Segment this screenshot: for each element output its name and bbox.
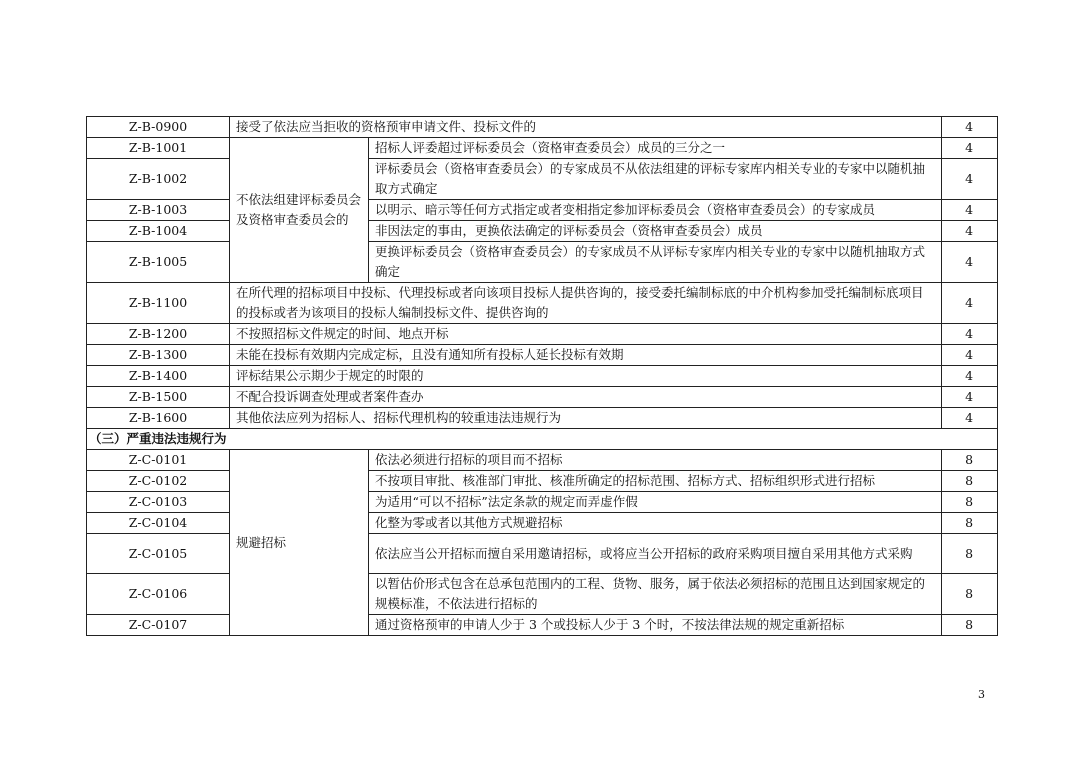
table-row xyxy=(87,283,998,324)
table-row xyxy=(87,200,998,221)
row-code: Z-B-1400 xyxy=(87,366,230,387)
row-score: 4 xyxy=(942,408,998,429)
section-heading-row xyxy=(87,429,998,450)
table-row xyxy=(87,450,998,471)
row-score: 4 xyxy=(942,387,998,408)
row-description: 不配合投诉调查处理或者案件查办 xyxy=(230,387,942,408)
row-description: 评标结果公示期少于规定的时限的 xyxy=(230,366,942,387)
row-description: 更换评标委员会（资格审查委员会）的专家成员不从评标专家库内相关专业的专家中以随机抽取方式确定 xyxy=(369,242,942,283)
row-code: Z-B-1300 xyxy=(87,345,230,366)
row-score: 8 xyxy=(942,492,998,513)
row-code: Z-C-0106 xyxy=(87,574,230,615)
row-score: 4 xyxy=(942,366,998,387)
row-score: 8 xyxy=(942,513,998,534)
row-description: 不按项目审批、核准部门审批、核准所确定的招标范围、招标方式、招标组织形式进行招标 xyxy=(369,471,942,492)
row-code: Z-B-1004 xyxy=(87,221,230,242)
row-code: Z-B-1200 xyxy=(87,324,230,345)
row-code: Z-C-0104 xyxy=(87,513,230,534)
category-cell: 不依法组建评标委员会及资格审查委员会的 xyxy=(230,138,369,283)
row-description: 未能在投标有效期内完成定标，且没有通知所有投标人延长投标有效期 xyxy=(230,345,942,366)
table-row xyxy=(87,615,998,636)
row-code: Z-C-0103 xyxy=(87,492,230,513)
row-score: 8 xyxy=(942,615,998,636)
row-code: Z-C-0107 xyxy=(87,615,230,636)
row-score: 4 xyxy=(942,345,998,366)
table-row xyxy=(87,492,998,513)
row-code: Z-B-1100 xyxy=(87,283,230,324)
row-code: Z-B-0900 xyxy=(87,117,230,138)
row-score: 4 xyxy=(942,283,998,324)
table-row xyxy=(87,345,998,366)
row-score: 8 xyxy=(942,450,998,471)
table-row xyxy=(87,138,998,159)
row-code: Z-C-0101 xyxy=(87,450,230,471)
row-description: 以明示、暗示等任何方式指定或者变相指定参加评标委员会（资格审查委员会）的专家成员 xyxy=(369,200,942,221)
row-code: Z-B-1005 xyxy=(87,242,230,283)
table-row xyxy=(87,366,998,387)
page-number: 3 xyxy=(978,688,985,701)
row-score: 4 xyxy=(942,242,998,283)
row-description: 评标委员会（资格审查委员会）的专家成员不从依法组建的评标专家库内相关专业的专家中以随机抽取方式确定 xyxy=(369,159,942,200)
table-row xyxy=(87,117,998,138)
row-score: 4 xyxy=(942,138,998,159)
row-score: 8 xyxy=(942,471,998,492)
row-description: 通过资格预审的申请人少于 3 个或投标人少于 3 个时，不按法律法规的规定重新招标 xyxy=(369,615,942,636)
row-score: 8 xyxy=(942,574,998,615)
table-row xyxy=(87,387,998,408)
row-score: 4 xyxy=(942,117,998,138)
table-row xyxy=(87,513,998,534)
row-description: 非因法定的事由，更换依法确定的评标委员会（资格审查委员会）成员 xyxy=(369,221,942,242)
row-description: 接受了依法应当拒收的资格预审申请文件、投标文件的 xyxy=(230,117,942,138)
row-score: 8 xyxy=(942,534,998,574)
table-row xyxy=(87,324,998,345)
table-row xyxy=(87,221,998,242)
table-row xyxy=(87,534,998,574)
table-row xyxy=(87,471,998,492)
row-code: Z-B-1500 xyxy=(87,387,230,408)
table-row xyxy=(87,574,998,615)
section-heading: （三）严重违法违规行为 xyxy=(87,429,998,450)
row-description: 在所代理的招标项目中投标、代理投标或者向该项目投标人提供咨询的，接受委托编制标底的中介机构参加受托编制标底项目的投标或者为该项目的投标人编制投标文件、提供咨询的 xyxy=(230,283,942,324)
row-code: Z-B-1002 xyxy=(87,159,230,200)
row-code: Z-C-0102 xyxy=(87,471,230,492)
row-description: 招标人评委超过评标委员会（资格审查委员会）成员的三分之一 xyxy=(369,138,942,159)
row-score: 4 xyxy=(942,200,998,221)
row-description: 不按照招标文件规定的时间、地点开标 xyxy=(230,324,942,345)
table-row xyxy=(87,159,998,200)
table-row xyxy=(87,242,998,283)
row-description: 依法必须进行招标的项目而不招标 xyxy=(369,450,942,471)
row-score: 4 xyxy=(942,221,998,242)
row-description: 化整为零或者以其他方式规避招标 xyxy=(369,513,942,534)
row-score: 4 xyxy=(942,324,998,345)
row-description: 以暂估价形式包含在总承包范围内的工程、货物、服务，属于依法必须招标的范围且达到国家规定的规模标准，不依法进行招标的 xyxy=(369,574,942,615)
row-code: Z-B-1001 xyxy=(87,138,230,159)
row-description: 依法应当公开招标而擅自采用邀请招标，或将应当公开招标的政府采购项目擅自采用其他方式采购 xyxy=(369,534,942,574)
row-score: 4 xyxy=(942,159,998,200)
row-description: 其他依法应列为招标人、招标代理机构的较重违法违规行为 xyxy=(230,408,942,429)
row-description: 为适用“可以不招标”法定条款的规定而弄虚作假 xyxy=(369,492,942,513)
violations-table xyxy=(86,116,998,636)
row-code: Z-B-1003 xyxy=(87,200,230,221)
table-row xyxy=(87,408,998,429)
row-code: Z-C-0105 xyxy=(87,534,230,574)
row-code: Z-B-1600 xyxy=(87,408,230,429)
category-cell: 规避招标 xyxy=(230,450,369,636)
